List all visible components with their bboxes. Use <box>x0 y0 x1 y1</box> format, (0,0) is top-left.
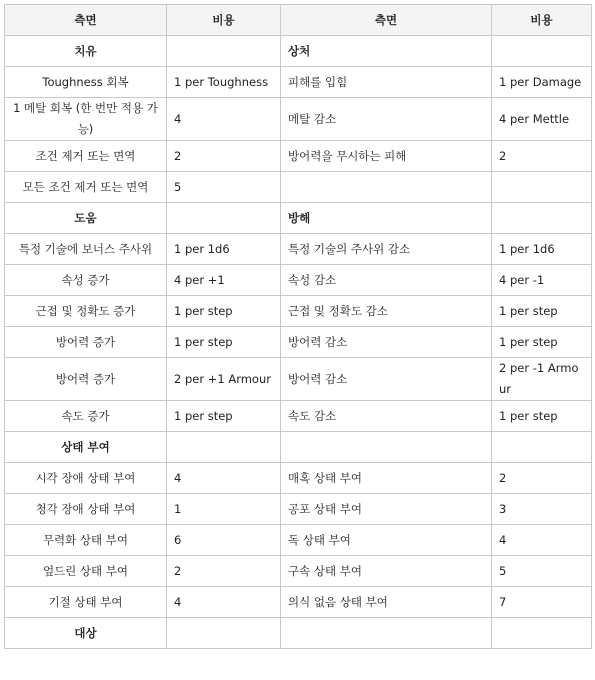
cost-left-cell: 4 per +1 <box>167 265 281 296</box>
table-row <box>5 463 592 494</box>
header-aspect-right: 측면 <box>281 5 492 36</box>
table-row <box>5 358 592 401</box>
section-header-row <box>5 203 592 234</box>
aspect-right-cell: 피해를 입힘 <box>281 67 492 98</box>
aspect-right-cell: 구속 상태 부여 <box>281 556 492 587</box>
aspect-left-cell: Toughness 회복 <box>5 67 167 98</box>
table-row <box>5 172 592 203</box>
aspect-left-cell: 조건 제거 또는 면역 <box>5 141 167 172</box>
aspect-right-cell: 방해 <box>281 203 492 234</box>
cost-left-cell: 1 per Toughness <box>167 67 281 98</box>
cost-right-cell: 5 <box>492 556 592 587</box>
cost-left-cell: 2 <box>167 556 281 587</box>
aspect-left-cell: 속도 증가 <box>5 401 167 432</box>
cost-right-cell <box>492 172 592 203</box>
aspect-right-cell: 의식 없음 상태 부여 <box>281 587 492 618</box>
cost-left-cell: 5 <box>167 172 281 203</box>
cost-right-cell: 1 per step <box>492 401 592 432</box>
aspect-left-cell: 시각 장애 상태 부여 <box>5 463 167 494</box>
table-row <box>5 67 592 98</box>
section-header-row <box>5 36 592 67</box>
cost-left-cell: 2 per +1 Armour <box>167 358 281 401</box>
aspect-left-cell: 근접 및 정확도 증가 <box>5 296 167 327</box>
cost-right-cell <box>492 203 592 234</box>
table-row <box>5 556 592 587</box>
aspect-right-cell: 특정 기술의 주사위 감소 <box>281 234 492 265</box>
cost-right-cell: 1 per step <box>492 296 592 327</box>
cost-right-cell: 1 per step <box>492 327 592 358</box>
cost-left-cell: 1 per 1d6 <box>167 234 281 265</box>
header-cost-left: 비용 <box>167 5 281 36</box>
cost-left-cell <box>167 618 281 649</box>
cost-table-container <box>4 4 591 649</box>
cost-right-cell: 4 <box>492 525 592 556</box>
aspect-right-cell: 공포 상태 부여 <box>281 494 492 525</box>
aspect-right-cell <box>281 618 492 649</box>
table-row <box>5 401 592 432</box>
table-row <box>5 265 592 296</box>
cost-right-cell <box>492 36 592 67</box>
aspect-right-cell: 속도 감소 <box>281 401 492 432</box>
cost-left-cell <box>167 432 281 463</box>
section-header-row <box>5 432 592 463</box>
cost-right-cell: 4 per Mettle <box>492 98 592 141</box>
cost-right-cell: 2 per -1 Armour <box>492 358 592 401</box>
cost-left-cell: 4 <box>167 463 281 494</box>
aspect-left-cell: 특정 기술에 보너스 주사위 <box>5 234 167 265</box>
table-row <box>5 234 592 265</box>
aspect-left-cell: 청각 장애 상태 부여 <box>5 494 167 525</box>
aspect-left-cell: 방어력 증가 <box>5 327 167 358</box>
aspect-right-cell: 속성 감소 <box>281 265 492 296</box>
aspect-right-cell <box>281 432 492 463</box>
aspect-left-cell: 상태 부여 <box>5 432 167 463</box>
aspect-right-cell: 근접 및 정확도 감소 <box>281 296 492 327</box>
table-row <box>5 296 592 327</box>
header-aspect-left: 측면 <box>5 5 167 36</box>
aspect-left-cell: 방어력 증가 <box>5 358 167 401</box>
cost-right-cell <box>492 432 592 463</box>
cost-right-cell: 2 <box>492 463 592 494</box>
cost-right-cell: 7 <box>492 587 592 618</box>
cost-left-cell: 4 <box>167 587 281 618</box>
table-row <box>5 98 592 141</box>
aspect-left-cell: 모든 조건 제거 또는 면역 <box>5 172 167 203</box>
aspect-right-cell: 방어력 감소 <box>281 358 492 401</box>
cost-left-cell: 1 per step <box>167 296 281 327</box>
cost-left-cell: 1 per step <box>167 401 281 432</box>
cost-left-cell: 1 <box>167 494 281 525</box>
aspect-right-cell: 매혹 상태 부여 <box>281 463 492 494</box>
aspect-left-cell: 속성 증가 <box>5 265 167 296</box>
cost-right-cell: 1 per 1d6 <box>492 234 592 265</box>
aspect-left-cell: 1 메탈 회복 (한 번만 적용 가능) <box>5 98 167 141</box>
cost-right-cell: 3 <box>492 494 592 525</box>
aspect-left-cell: 엎드린 상태 부여 <box>5 556 167 587</box>
aspect-right-cell <box>281 172 492 203</box>
header-row <box>5 5 592 36</box>
table-row <box>5 587 592 618</box>
table-row <box>5 141 592 172</box>
aspect-right-cell: 독 상태 부여 <box>281 525 492 556</box>
cost-left-cell: 4 <box>167 98 281 141</box>
aspect-right-cell: 방어력을 무시하는 피해 <box>281 141 492 172</box>
cost-right-cell: 4 per -1 <box>492 265 592 296</box>
table-row <box>5 327 592 358</box>
cost-right-cell <box>492 618 592 649</box>
cost-right-cell: 1 per Damage <box>492 67 592 98</box>
aspect-left-cell: 대상 <box>5 618 167 649</box>
aspect-left-cell: 기절 상태 부여 <box>5 587 167 618</box>
cost-left-cell: 1 per step <box>167 327 281 358</box>
table-body <box>5 36 592 649</box>
aspect-left-cell: 도움 <box>5 203 167 234</box>
cost-left-cell <box>167 203 281 234</box>
aspect-right-cell: 상처 <box>281 36 492 67</box>
table-row <box>5 494 592 525</box>
cost-left-cell: 2 <box>167 141 281 172</box>
aspect-right-cell: 메탈 감소 <box>281 98 492 141</box>
table-row <box>5 525 592 556</box>
cost-table <box>4 4 592 649</box>
aspect-left-cell: 무력화 상태 부여 <box>5 525 167 556</box>
section-header-row <box>5 618 592 649</box>
cost-right-cell: 2 <box>492 141 592 172</box>
cost-left-cell <box>167 36 281 67</box>
cost-left-cell: 6 <box>167 525 281 556</box>
aspect-left-cell: 치유 <box>5 36 167 67</box>
header-cost-right: 비용 <box>492 5 592 36</box>
aspect-right-cell: 방어력 감소 <box>281 327 492 358</box>
